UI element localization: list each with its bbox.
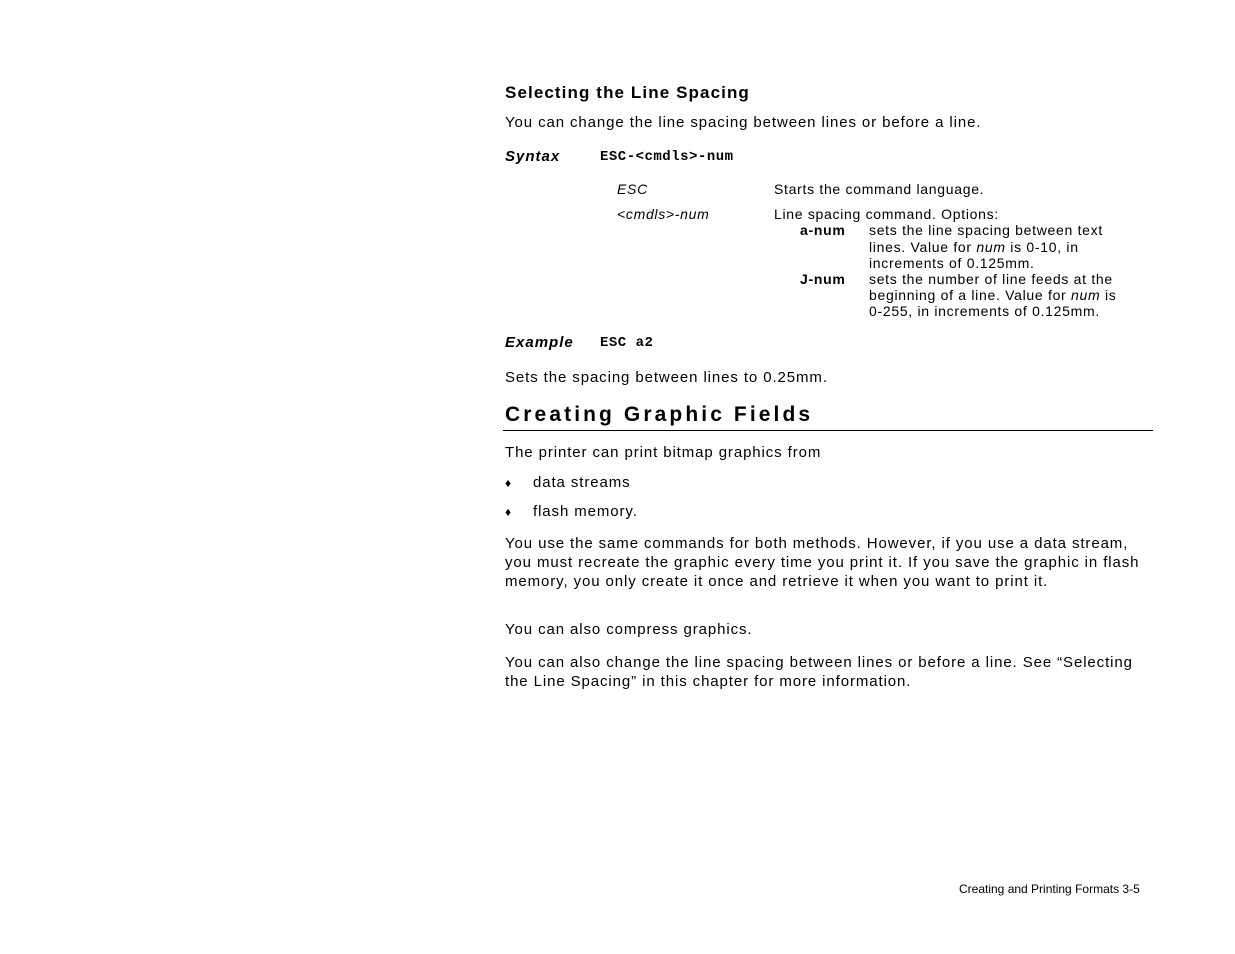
line-spacing-intro: You can change the line spacing between lines or before a line. bbox=[505, 114, 982, 131]
heading-rule bbox=[503, 430, 1153, 431]
param-desc-cmdls: Line spacing command. Options: bbox=[774, 206, 999, 222]
param-name-esc: ESC bbox=[617, 181, 648, 197]
graphic-fields-intro: The printer can print bitmap graphics from bbox=[505, 444, 822, 461]
bullet-item bbox=[505, 474, 512, 491]
bullet-item bbox=[505, 503, 512, 520]
variable-num: num bbox=[976, 239, 1006, 255]
paragraph-methods: You use the same commands for both methods. However, if you use a data stream, you must recreate the graphic every time you print it. If you save the graphic in flash memory, you only create it once and retrieve it when you want to print it. bbox=[505, 535, 1140, 590]
paragraph-see-also: You can also change the line spacing between lines or before a line. See “Selecting the Line Spacing” in this chapter for more information. bbox=[505, 654, 1133, 690]
option-a-num-line3: increments of 0.125mm. bbox=[869, 255, 1035, 271]
diamond-bullet-icon: ♦ bbox=[505, 476, 513, 490]
param-name-cmdls: <cmdls>-num bbox=[617, 206, 710, 222]
section-heading-graphic-fields: Creating Graphic Fields bbox=[505, 403, 814, 426]
syntax-label: Syntax bbox=[505, 148, 561, 165]
bullet-text-flash-memory: flash memory. bbox=[533, 503, 638, 520]
example-code: ESC a2 bbox=[600, 335, 654, 351]
option-j-num-line2: beginning of a line. Value for num is bbox=[869, 287, 1117, 303]
example-description: Sets the spacing between lines to 0.25mm. bbox=[505, 369, 828, 386]
variable-num: num bbox=[1071, 287, 1101, 303]
example-label: Example bbox=[505, 334, 574, 351]
paragraph-compress: You can also compress graphics. bbox=[505, 621, 753, 638]
bullet-text-data-streams: data streams bbox=[533, 474, 631, 491]
syntax-code: ESC-<cmdls>-num bbox=[600, 149, 734, 165]
option-name-j-num: J-num bbox=[800, 271, 846, 287]
option-a-num-line1: sets the line spacing between text bbox=[869, 222, 1103, 238]
option-j-num-line1: sets the number of line feeds at the bbox=[869, 271, 1113, 287]
option-j-num-line3: 0-255, in increments of 0.125mm. bbox=[869, 303, 1100, 319]
option-name-a-num: a-num bbox=[800, 222, 846, 238]
param-desc-esc: Starts the command language. bbox=[774, 181, 985, 197]
section-heading-line-spacing: Selecting the Line Spacing bbox=[505, 83, 750, 102]
option-a-num-line2: lines. Value for num is 0-10, in bbox=[869, 239, 1079, 255]
page-footer: Creating and Printing Formats 3-5 bbox=[959, 882, 1140, 896]
diamond-bullet-icon: ♦ bbox=[505, 505, 513, 519]
